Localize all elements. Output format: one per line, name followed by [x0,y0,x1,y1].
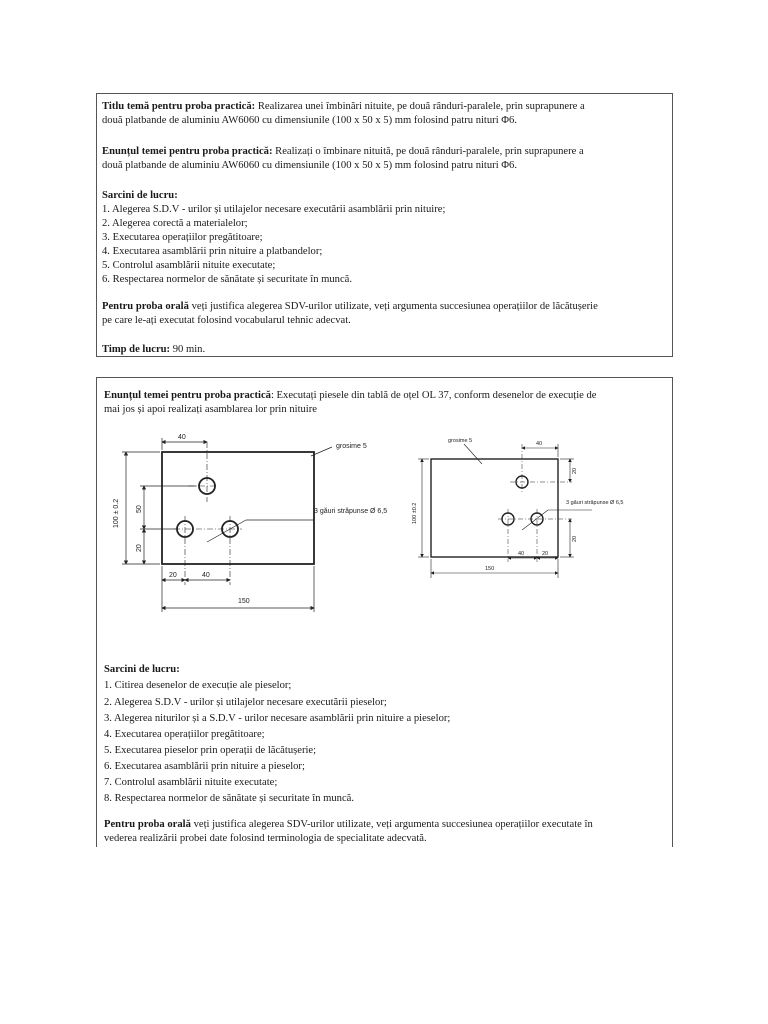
task2-item: 8. Respectarea normelor de sănătate și securitate în muncă. [104,793,355,804]
title-text-1: Realizarea unei îmbinări nituite, pe două rânduri-paralele, prin suprapunere a [255,101,585,112]
task2-item: 2. Alegerea S.D.V - urilor și utilajelor necesare executării pieselor; [104,697,387,708]
task2-item: 6. Executarea asamblării prin nituire a pieselor; [104,761,305,772]
task2-item: 5. Executarea pieselor prin operații de lăcătușerie; [104,745,317,756]
task-item: 2. Alegerea corectă a materialelor; [102,218,248,229]
d1-dim-top: 40 [178,434,186,441]
d1-dim-150: 150 [238,598,250,605]
tasks-title-1: Sarcini de lucru: [102,190,178,201]
d1-dim-20v: 20 [136,544,143,552]
d2-holes: 3 găuri străpunse Ø 6,5 [566,500,624,506]
enunt2-line-1 [104,389,597,402]
task2-item: 3. Alegerea niturilor și a S.D.V - urilor necesare asamblării prin nituire a pieselor; [104,713,451,724]
drawing-1 [122,438,332,612]
task-item: 6. Respectarea normelor de sănătate și securitate în muncă. [102,274,353,285]
time-value: 90 min. [170,344,206,355]
d1-holes: 3 găuri străpunse Ø 6,5 [314,508,388,515]
d2-dim-20r2: 20 [572,535,578,542]
enunt-line-1 [102,145,584,158]
d2-dim-20b: 20 [542,551,549,557]
d1-thickness: grosime 5 [336,443,367,450]
oral2-text-1: veți justifica alegerea SDV-urilor utilizate, veți argumenta succesiunea operațiilor executate în [190,819,593,830]
d1-dim-height: 100 ± 0.2 [113,498,120,528]
oral-label: Pentru proba orală [102,301,189,312]
task2-item: 4. Executarea operațiilor pregătitoare; [104,729,265,740]
d1-dim-20h: 20 [169,572,177,579]
d2-dim-top: 40 [536,441,543,447]
title-line-1 [102,100,585,113]
title-label: Titlu temă pentru proba practică: [102,101,256,112]
plate-2 [431,459,558,557]
time-label: Timp de lucru: [102,344,171,355]
d1-dim-50: 50 [136,505,143,513]
task2-item: 1. Citirea desenelor de execuție ale pieselor; [104,680,292,691]
oral2-label: Pentru proba orală [104,819,191,830]
d2-dim-150: 150 [485,566,495,572]
drawing-2 [418,444,592,578]
oral-text-1: veți justifica alegerea SDV-urilor utilizate, veți argumenta succesiunea operațiilor de lăcătușerie [188,301,598,312]
oral2-text-2: vederea realizării probei date folosind terminologia de specialitate adecvată. [104,833,427,844]
task-item: 3. Executarea operațiilor pregătitoare; [102,232,263,243]
enunt2-label: Enunțul temei pentru proba practică [104,390,271,401]
d2-thickness: grosime 5 [448,438,473,444]
title-text-2: două platbande de aluminiu AW6060 cu dimensiunile (100 x 50 x 5) mm folosind patru nituri Φ6. [102,115,517,126]
enunt2-text-1: : Executați piesele din tablă de oțel OL 37, conform desenelor de execuție de [270,390,597,401]
task-item: 4. Executarea asamblării prin nituire a platbandelor; [102,246,323,257]
technical-drawings [96,420,673,620]
d1-dim-40h: 40 [202,572,210,579]
oral-text-2: pe care le-ați executat folosind vocabularul tehnic adecvat. [102,315,351,326]
time-line [102,343,205,356]
d2-dim-40b: 40 [518,551,525,557]
oral-line-1 [102,300,598,313]
oral2-line-1 [104,818,593,831]
enunt-label: Enunțul temei pentru proba practică: [102,146,273,157]
enunt-text-1: Realizați o îmbinare nituită, pe două rânduri-paralele, prin suprapunere a [272,146,584,157]
task2-item: 7. Controlul asamblării nituite executate; [104,777,278,788]
tasks-title-2: Sarcini de lucru: [104,664,180,675]
task-item: 5. Controlul asamblării nituite executate; [102,260,276,271]
d2-dim-height: 100 ±0.2 [412,502,418,524]
d2-dim-20r: 20 [572,467,578,474]
plate-1 [162,452,314,564]
enunt-text-2: două platbande de aluminiu AW6060 cu dimensiunile (100 x 50 x 5) mm folosind patru nituri Φ6. [102,160,517,171]
enunt2-text-2: mai jos și apoi realizați asamblarea lor prin nituire [104,404,317,415]
task-item: 1. Alegerea S.D.V - urilor și utilajelor necesare executării asamblării prin nituire; [102,204,446,215]
